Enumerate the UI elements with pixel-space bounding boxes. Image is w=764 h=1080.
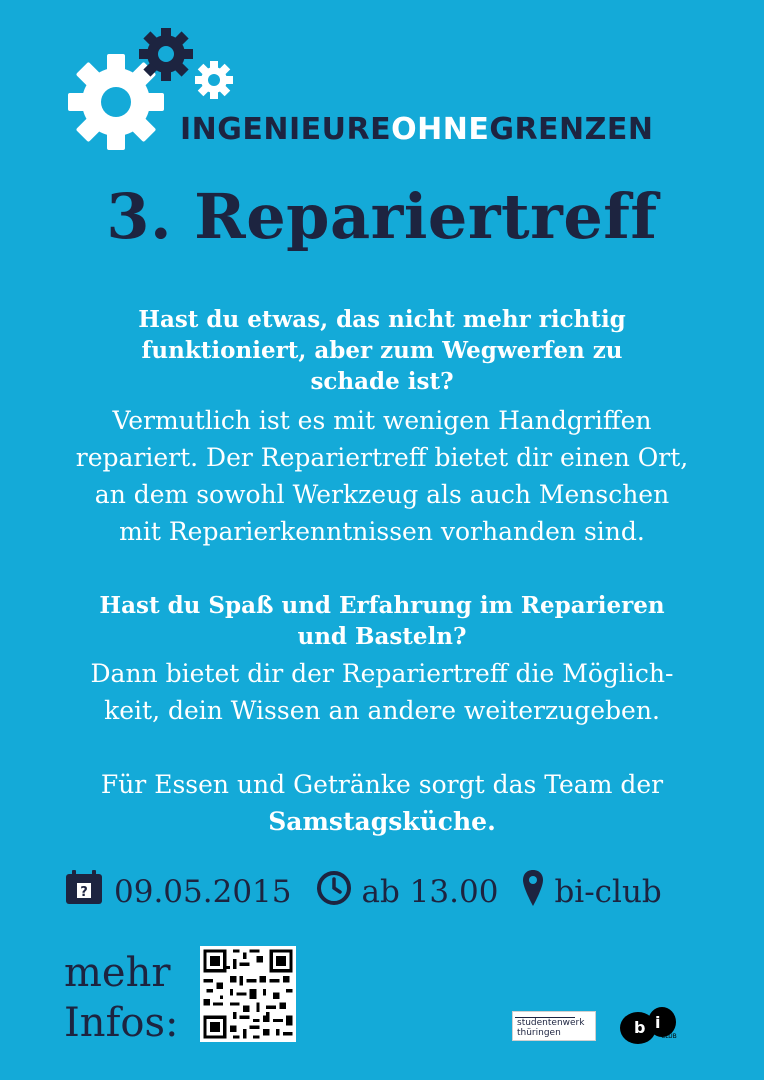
more-info-line2: Infos:	[64, 1000, 179, 1046]
poster-title: 3. Repariertreff	[106, 180, 658, 253]
question-2-line: Hast du Spaß und Erfahrung im Reparieren	[99, 592, 665, 619]
event-location: bi-club	[554, 874, 662, 910]
svg-text:b: b	[634, 1018, 646, 1037]
club-logo-label: CLUB	[661, 1033, 677, 1040]
more-info-label	[64, 948, 178, 1048]
question-2	[0, 590, 764, 652]
paragraph-3	[0, 766, 764, 840]
question-1-line: Hast du etwas, das nicht mehr richtig	[138, 306, 626, 333]
paragraph-2-line: Dann bietet dir der Repariertreff die Möglich-	[90, 659, 674, 688]
logo-text-part3: GRENZEN	[489, 112, 654, 147]
studentenwerk-logo-line2: thüringen	[517, 1028, 561, 1038]
paragraph-2-line: keit, dein Wissen an andere weiterzugeben.	[104, 696, 660, 725]
logo-text-part2: OHNE	[391, 112, 490, 147]
question-2-line: und Basteln?	[297, 623, 467, 650]
paragraph-1-line: an dem sowohl Werkzeug als auch Menschen	[94, 480, 670, 509]
question-1	[0, 304, 764, 397]
logo-text-part1: INGENIEURE	[180, 112, 392, 147]
samstagskueche-highlight: Samstagsküche.	[268, 807, 496, 836]
qr-code[interactable]	[200, 946, 296, 1042]
paragraph-3-line: Für Essen und Getränke sorgt das Team der	[100, 770, 664, 799]
studentenwerk-logo	[512, 1011, 596, 1041]
more-info-line1: mehr	[64, 950, 171, 996]
question-1-line: schade ist?	[310, 368, 454, 395]
event-date: 09.05.2015	[114, 874, 292, 910]
studentenwerk-logo-bar	[515, 1017, 575, 1018]
paragraph-1-line: repariert. Der Repariertreff bietet dir einen Ort,	[75, 443, 689, 472]
club-logo-icon	[612, 1000, 692, 1048]
svg-text:i: i	[655, 1013, 661, 1032]
organization-logo-text	[180, 112, 654, 147]
paragraph-1	[0, 402, 764, 550]
location-pin-icon	[522, 869, 544, 915]
event-info	[64, 866, 704, 918]
event-time: ab 13.00	[361, 874, 499, 910]
studentenwerk-logo-line1: studentenwerk	[517, 1018, 585, 1028]
clock-icon	[316, 870, 352, 914]
paragraph-1-line: mit Reparierkenntnissen vorhanden sind.	[119, 517, 645, 546]
question-1-line: funktioniert, aber zum Wegwerfen zu	[141, 337, 623, 364]
calendar-icon	[64, 870, 104, 914]
svg-text:?: ?	[80, 885, 88, 900]
gears-logo-icon	[64, 28, 244, 168]
paragraph-2	[0, 655, 764, 729]
paragraph-1-line: Vermutlich ist es mit wenigen Handgriffen	[112, 406, 652, 435]
